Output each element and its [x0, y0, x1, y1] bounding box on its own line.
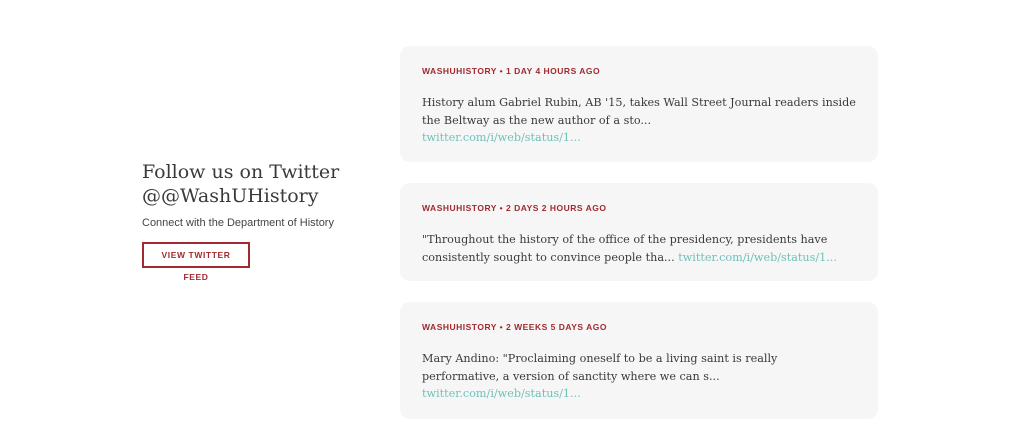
intro-subtitle: Connect with the Department of History — [142, 217, 334, 229]
tweet-text — [422, 350, 856, 403]
intro-title-line1: Follow us on Twitter — [142, 161, 340, 183]
tweet-meta: WASHUHISTORY • 1 DAY 4 HOURS AGO — [422, 66, 601, 76]
tweet-link[interactable]: twitter.com/i/web/status/1... — [422, 131, 581, 144]
view-twitter-feed-button[interactable]: VIEW TWITTER FEED — [142, 242, 250, 268]
tweet-card — [400, 302, 878, 419]
tweet-link[interactable]: twitter.com/i/web/status/1... — [422, 387, 581, 400]
tweet-text — [422, 231, 856, 266]
tweet-text-content: History alum Gabriel Rubin, AB '15, takes Wall Street Journal readers inside the Beltway as the new author of a sto... — [422, 96, 856, 127]
tweet-meta: WASHUHISTORY • 2 WEEKS 5 DAYS AGO — [422, 322, 607, 332]
intro-title — [142, 160, 382, 208]
tweet-card — [400, 46, 878, 162]
tweet-link[interactable]: twitter.com/i/web/status/1... — [678, 250, 837, 264]
twitter-intro — [142, 160, 382, 285]
tweet-meta: WASHUHISTORY • 2 DAYS 2 HOURS AGO — [422, 203, 607, 213]
tweet-text-content: Mary Andino: "Proclaiming oneself to be a living saint is really performative, a version of sanctity where we can s... — [422, 352, 778, 383]
tweet-card — [400, 183, 878, 281]
intro-title-handle: @@WashUHistory — [142, 185, 319, 207]
tweet-text-content: "Throughout the history of the office of the presidency, presidents have consistently sought to convince people tha... — [422, 233, 828, 264]
tweet-text — [422, 94, 856, 147]
